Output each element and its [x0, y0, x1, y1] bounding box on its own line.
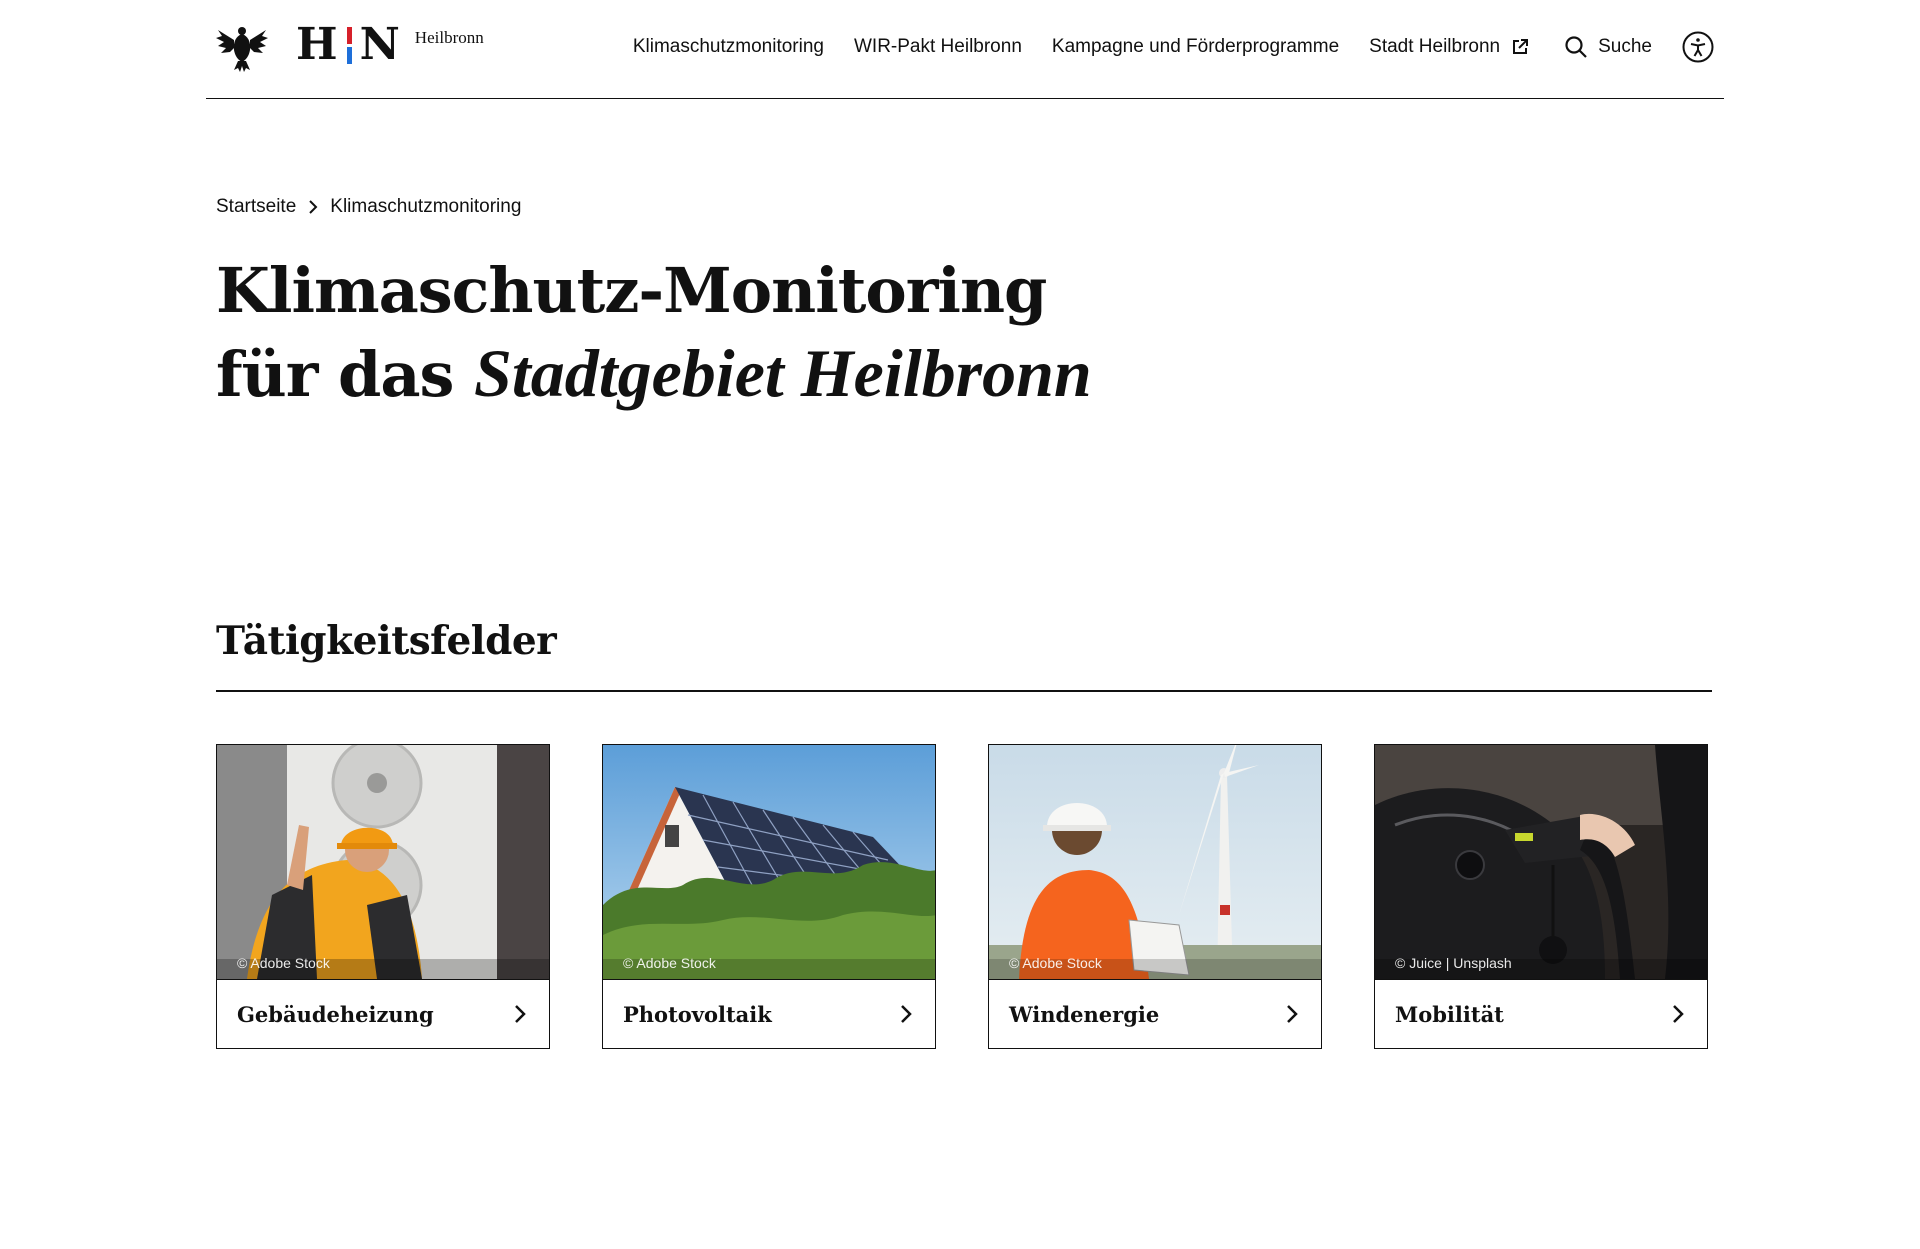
- site-header: [206, 0, 1724, 99]
- chevron-right-icon: [306, 199, 320, 215]
- chevron-right-icon: [511, 1002, 529, 1026]
- external-link-icon: [1510, 37, 1530, 57]
- nav-item-stadt-heilbronn[interactable]: [1369, 36, 1530, 58]
- accessibility-icon[interactable]: [1682, 31, 1714, 63]
- card-image-heat-pump: [217, 745, 549, 980]
- breadcrumb-home[interactable]: Startseite: [216, 196, 297, 217]
- page-title: [216, 250, 1092, 416]
- main-navigation: [603, 26, 1714, 68]
- card-footer: [989, 980, 1321, 1048]
- card-image-wind-turbine: [989, 745, 1321, 980]
- nav-item-klimaschutzmonitoring[interactable]: Klimaschutzmonitoring: [632, 36, 824, 57]
- image-credit: © Adobe Stock: [623, 955, 716, 971]
- chevron-right-icon: [897, 1002, 915, 1026]
- card-windenergie[interactable]: [988, 744, 1322, 1049]
- city-name: Heilbronn: [414, 28, 484, 47]
- hn-logo-bars: [347, 27, 352, 64]
- page-title-line2-plain: für das: [216, 338, 475, 411]
- chevron-right-icon: [1283, 1002, 1301, 1026]
- hn-heilbronn-logo[interactable]: [296, 19, 484, 70]
- section-title: Tätigkeitsfelder: [216, 618, 557, 664]
- heilbronn-eagle-logo-icon[interactable]: [216, 22, 268, 74]
- hn-logo-mark: H N: [296, 19, 401, 70]
- breadcrumb-current: Klimaschutzmonitoring: [330, 196, 522, 217]
- search-icon: [1564, 35, 1588, 59]
- nav-item-kampagne[interactable]: Kampagne und Förderprogramme: [1051, 36, 1340, 57]
- card-image-solar-roof: [603, 745, 935, 980]
- card-label: Gebäudeheizung: [237, 1001, 434, 1027]
- search-label: Suche: [1598, 36, 1652, 57]
- card-label: Mobilität: [1395, 1001, 1504, 1027]
- chevron-right-icon: [1669, 1002, 1687, 1026]
- image-credit: © Adobe Stock: [1009, 955, 1102, 971]
- card-footer: [603, 980, 935, 1048]
- card-footer: [217, 980, 549, 1048]
- card-footer: [1375, 980, 1707, 1048]
- nav-item-stadt-heilbronn-label: Stadt Heilbronn: [1369, 36, 1501, 57]
- nav-item-wir-pakt[interactable]: WIR-Pakt Heilbronn: [854, 36, 1022, 57]
- image-credit: © Adobe Stock: [237, 955, 330, 971]
- card-label: Photovoltaik: [623, 1001, 772, 1027]
- card-image-ev-charging: [1375, 745, 1707, 980]
- card-mobilitaet[interactable]: [1374, 744, 1708, 1049]
- card-label: Windenergie: [1009, 1001, 1160, 1027]
- page-title-line1: Klimaschutz-Monitoring: [216, 254, 1047, 327]
- hn-logo-bar-blue: [347, 47, 352, 64]
- breadcrumb: [216, 196, 521, 218]
- section-divider: [216, 690, 1712, 692]
- image-credit: © Juice | Unsplash: [1395, 955, 1512, 971]
- card-gebaeudeheizung[interactable]: [216, 744, 550, 1049]
- page-title-line2-italic: Stadtgebiet Heilbronn: [474, 335, 1092, 411]
- hn-logo-bar-red: [347, 27, 352, 44]
- card-grid: [216, 744, 1708, 1049]
- card-photovoltaik[interactable]: [602, 744, 936, 1049]
- search-button[interactable]: [1564, 35, 1652, 59]
